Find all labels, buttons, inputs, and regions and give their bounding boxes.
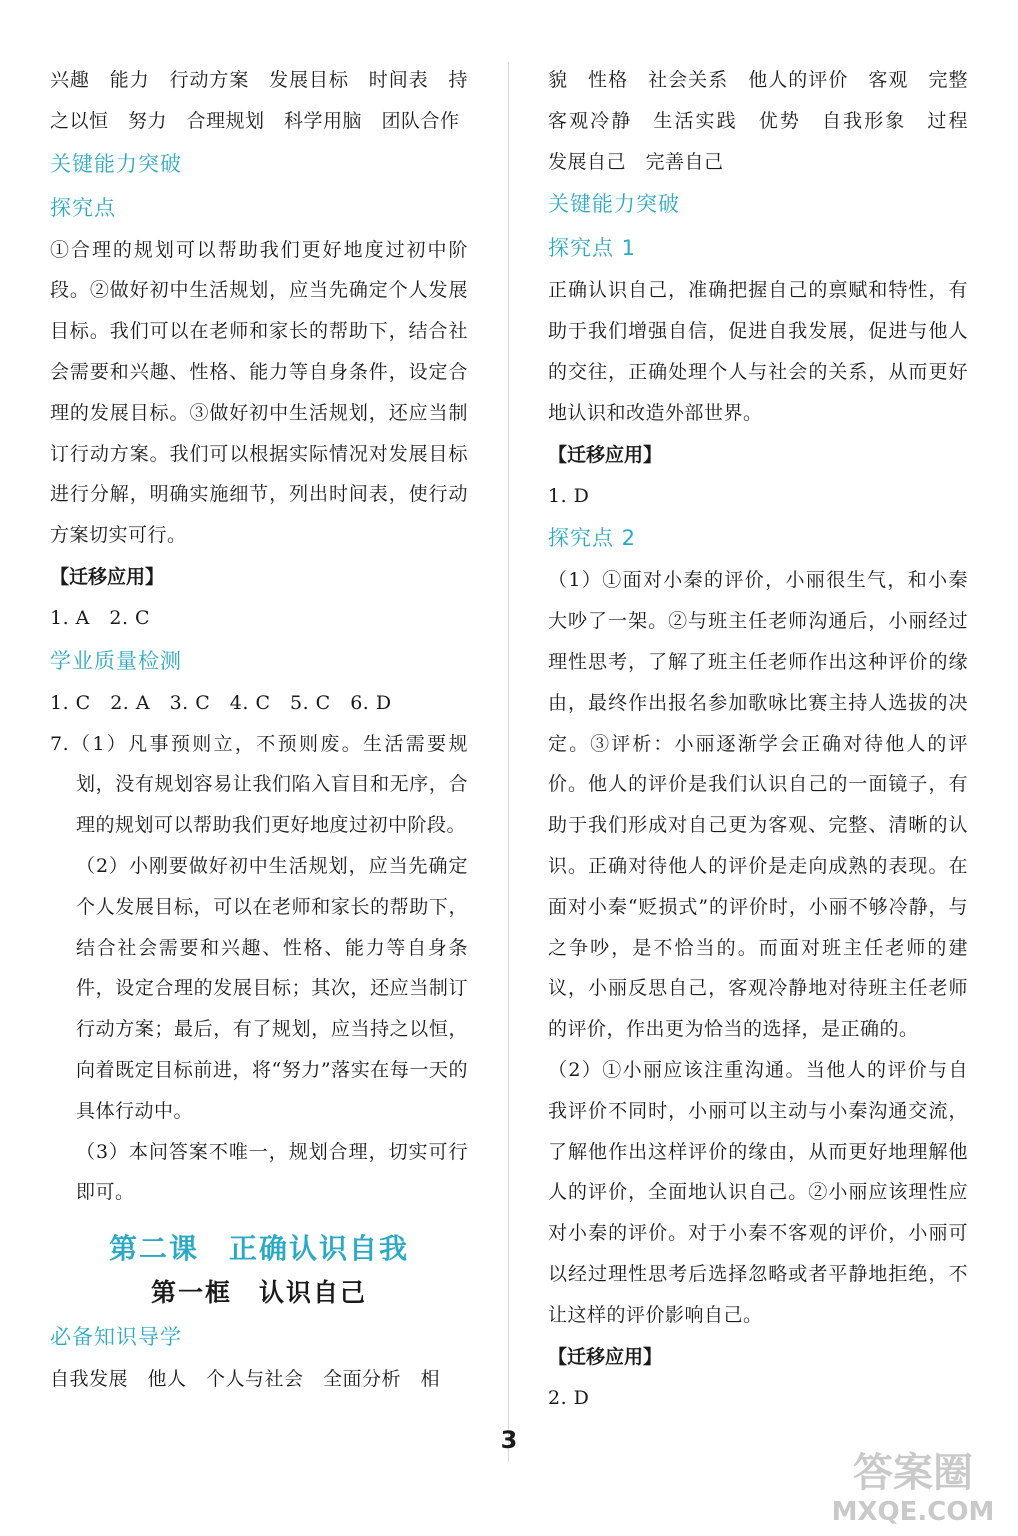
transfer-2-answer: 2. D xyxy=(548,1386,590,1409)
transfer-heading-1: 【迁移应用】 xyxy=(548,443,663,466)
explore-2-part-1: （1）①面对小秦的评价，小丽很生气，和小秦大吵了一架。②与班主任老师沟通后，小丽经过理性思考，了解了班主任老师作出这种评价的缘由，最终作出报名参加歌咏比赛主持人选拔的决定。③评析：小丽逐渐学会正确对待他人的评价。他人的评价是我们认识自己的一面镜子，有助于我们形成对自己更为客观、完整、清晰的认识。正确对待他人的评价是走向成熟的表现。在面对小秦“贬损式”的评价时，小丽不够冷静，与之争吵，是不恰当的。而面对班主任老师的建议，小丽反思自己，客观冷静地对待班主任老师的评价，作出更为恰当的选择，是正确的。 xyxy=(548,569,968,1041)
column-divider xyxy=(508,62,509,1462)
section-heading-explore-2: 探究点 2 xyxy=(548,526,637,551)
lesson-title: 第二课 正确认识自我 xyxy=(108,1232,409,1266)
transfer-heading-2: 【迁移应用】 xyxy=(548,1345,663,1368)
left-column xyxy=(50,60,468,1400)
section-heading-key-ability: 关键能力突破 xyxy=(50,151,182,176)
right-column xyxy=(548,60,988,1418)
section-heading-key-ability: 关键能力突破 xyxy=(548,192,680,217)
explore-2-part-2: （2）①小丽应该注重沟通。当他人的评价与自我评价不同时，小丽可以主动与小秦沟通交流，了解他作出这样评价的缘由，从而更好地理解他人的评价，全面地认识自己。②小丽应该理性应对小秦的评价。对于小秦不客观的评价，小丽可以经过理性思考后选择忽略或者平静地拒绝，不让这样的评价影响自己。 xyxy=(548,1058,968,1326)
watermark-main-text: 答案圈 xyxy=(853,1450,973,1496)
keywords-list-continued: 貌 性格 社会关系 他人的评价 客观 完整 客观冷静 生活实践 优势 自我形象 过程 发展自己 完善自己 xyxy=(548,69,988,173)
keywords-list: 兴趣 能力 行动方案 发展目标 时间表 持之以恒 努力 合理规划 科学用脑 团队合作 xyxy=(50,69,468,132)
transfer-1-answer: 1. D xyxy=(548,484,590,507)
watermark-url-text: MXQE.COM xyxy=(831,1497,995,1527)
section-heading-explore: 探究点 xyxy=(50,195,116,220)
question-7-part-2: （2）小刚要做好初中生活规划，应当先确定个人发展目标，可以在老师和家长的帮助下，结合社会需要和兴趣、性格、能力等自身条件，设定合理的发展目标；其次，还应当制订行动方案；最后，有了规划，应当持之以恒，向着既定目标前进，将“努力”落实在每一天的具体行动中。 xyxy=(76,854,468,1122)
page-number: 3 xyxy=(500,1426,518,1454)
quality-answers: 1. C 2. A 3. C 4. C 5. C 6. D xyxy=(50,691,392,714)
question-7-part-1: 7.（1）凡事预则立，不预则废。生活需要规划，没有规划容易让我们陷入盲目和无序，合理的规划可以帮助我们更好地度过初中阶段。 xyxy=(50,732,468,837)
question-7-part-3: （3）本问答案不唯一，规划合理，切实可行即可。 xyxy=(76,1140,468,1204)
frame-title: 第一框 认识自己 xyxy=(150,1278,367,1308)
watermark-logo xyxy=(818,1438,1008,1528)
section-heading-explore-1: 探究点 1 xyxy=(548,236,637,261)
section-heading-quality: 学业质量检测 xyxy=(50,648,182,673)
keywords-list-2: 自我发展 他人 个人与社会 全面分析 相 xyxy=(50,1368,441,1391)
transfer-answers: 1. A 2. C xyxy=(50,606,151,629)
section-heading-basic: 必备知识导学 xyxy=(50,1325,182,1350)
explore-1-answer: 正确认识自己，准确把握自己的禀赋和特性，有助于我们增强自信，促进自我发展，促进与他人的交往，正确处理个人与社会的关系，从而更好地认识和改造外部世界。 xyxy=(548,279,968,424)
transfer-heading: 【迁移应用】 xyxy=(50,565,165,588)
explore-answer: ①合理的规划可以帮助我们更好地度过初中阶段。②做好初中生活规划，应当先确定个人发展目标。我们可以在老师和家长的帮助下，结合社会需要和兴趣、性格、能力等自身条件，设定合理的发展目标。③做好初中生活规划，还应当制订行动方案。我们可以根据实际情况对发展目标进行分解，明确实施细节，列出时间表，使行动方案切实可行。 xyxy=(50,238,468,547)
